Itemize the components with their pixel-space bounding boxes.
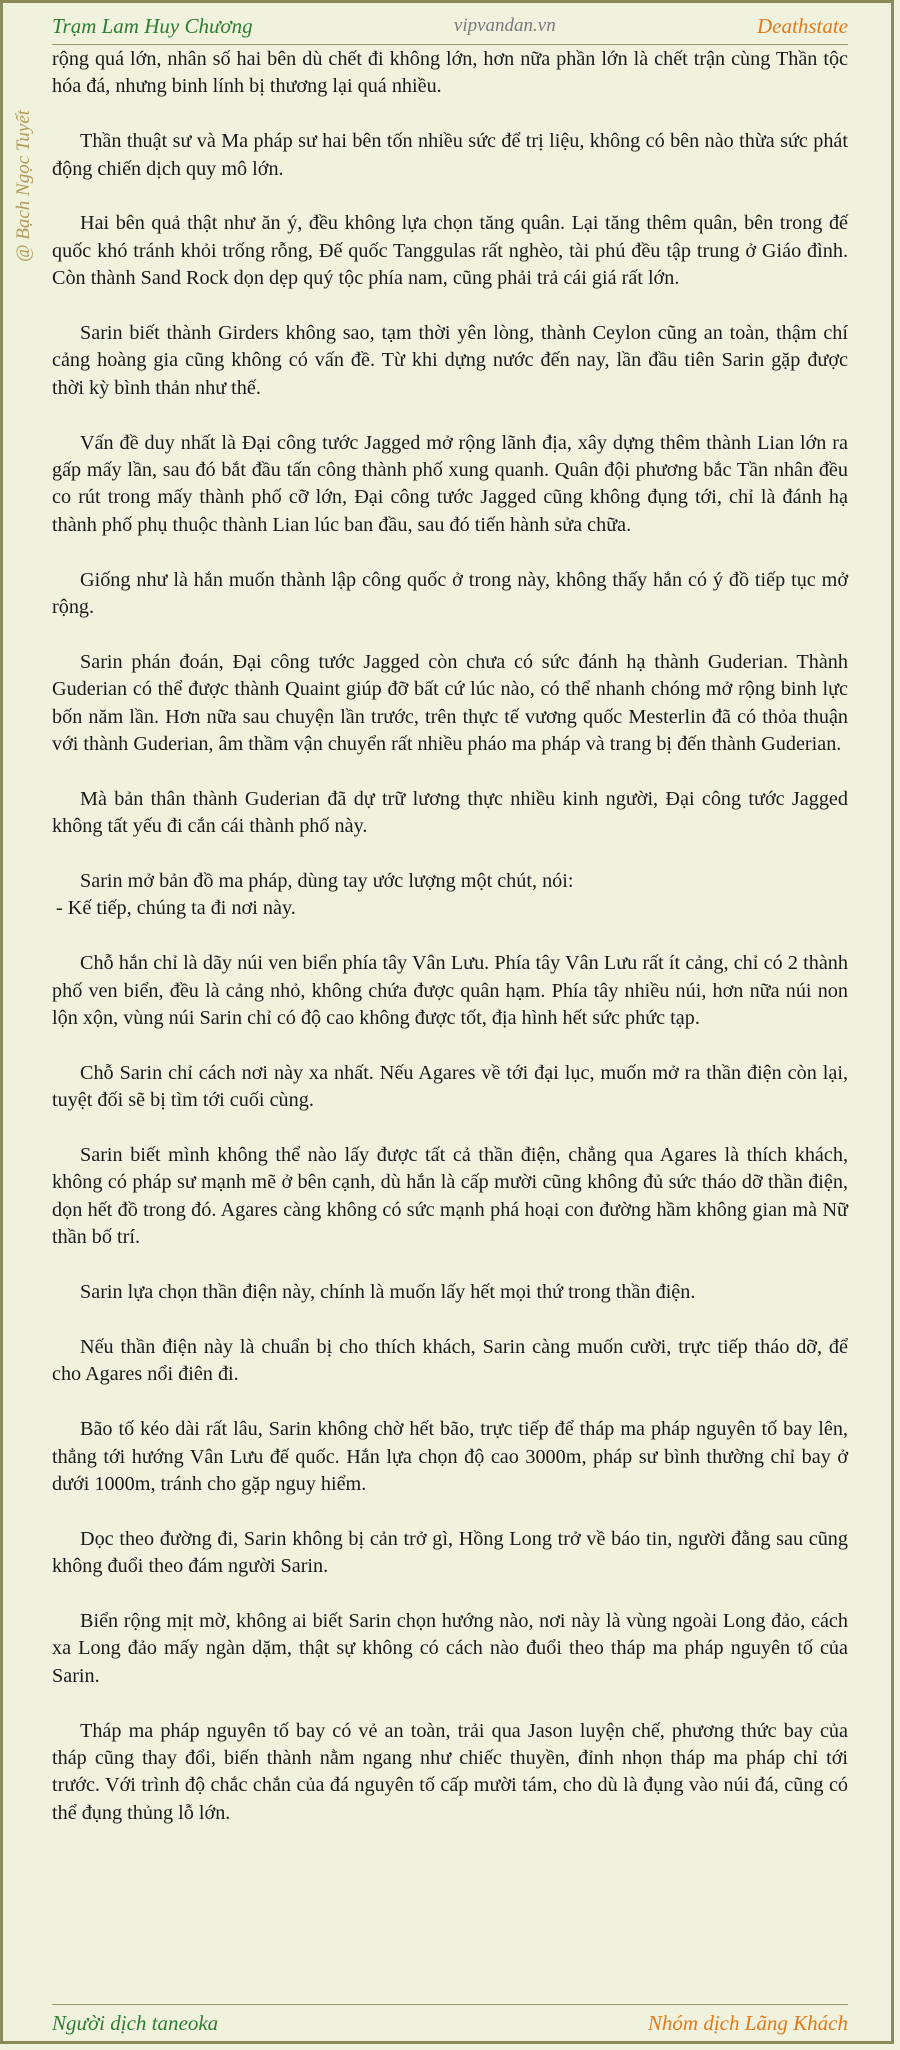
header-url: vipvandan.vn [453,15,556,36]
paragraph: Mà bản thân thành Guderian đã dự trữ lương thực nhiều kinh người, Đại công tước Jagged không tất yếu đi cắn cái thành phố này. [52,787,848,838]
paragraph: Biển rộng mịt mờ, không ai biết Sarin chọn hướng nào, nơi này là vùng ngoài Long đảo, cách xa Long đảo mấy ngàn dặm, thật sự không có cách nào đuổi theo tháp ma pháp nguyên tố của Sarin. [52,1609,848,1687]
page-header [52,8,848,45]
page-footer [52,2004,848,2041]
paragraph: Chỗ Sarin chỉ cách nơi này xa nhất. Nếu Agares về tới đại lục, muốn mở ra thần điện còn lại, tuyệt đối sẽ bị tìm tới cuối cùng. [52,1061,848,1112]
paragraph: Sarin biết thành Girders không sao, tạm thời yên lòng, thành Ceylon cũng an toàn, thậm chí cảng hoàng gia cũng không có vấn đề. Từ khi dựng nước đến nay, lần đầu tiên Sarin gặp được thời kỳ bình thản như thế. [52,322,848,399]
footer-translator: Người dịch taneoka [52,2010,219,2035]
paragraph: rộng quá lớn, nhân số hai bên dù chết đi không lớn, hơn nữa phần lớn là chết trận cùng Thần tộc hóa đá, nhưng binh lính bị thương lại quá nhiều. [52,48,848,98]
footer-group: Nhóm dịch Lãng Khách [647,2010,848,2035]
paragraph: Sarin mở bản đồ ma pháp, dùng tay ước lượng một chút, nói: [80,870,574,893]
paragraph: Vấn đề duy nhất là Đại công tước Jagged mở rộng lãnh địa, xây dựng thêm thành Lian lớn ra gấp mấy lần, sau đó bắt đầu tấn công thành phố xung quanh. Quân đội phương bắc Tần nhân đều co rút trong mấy thành phố cỡ lớn, Đại công tước Jagged cũng không đụng tới, chỉ là đánh hạ thành phố phụ thuộc thành Lian lúc ban đầu, sau đó tiến hành sửa chữa. [52,431,848,536]
paragraph: Sarin phán đoán, Đại công tước Jagged còn chưa có sức đánh hạ thành Guderian. Thành Guderian có thể được thành Quaint giúp đỡ bất cứ lúc nào, có thể nhanh chóng mở rộng binh lực bốn năm lần. Hơn nữa sau chuyện lần trước, trên thực tế vương quốc Mesterlin đã có thỏa thuận với thành Guderian, âm thầm vận chuyển rất nhiều pháo ma pháp và trang bị đến thành Guderian. [52,650,848,756]
paragraph: Nếu thần điện này là chuẩn bị cho thích khách, Sarin càng muốn cười, trực tiếp tháo dỡ, để cho Agares nổi điên đi. [52,1335,848,1386]
paragraph: Hai bên quả thật như ăn ý, đều không lựa chọn tăng quân. Lại tăng thêm quân, bên trong đế quốc khó tránh khỏi trống rỗng, Đế quốc Tanggulas rất nghèo, tài phú đều tập trung ở Giáo đình. Còn thành Sand Rock dọn dẹp quý tộc phía nam, cũng phải trả cái giá rất lớn. [52,212,848,290]
paragraph: Sarin biết mình không thể nào lấy được tất cả thần điện, chẳng qua Agares là thích khách, không có pháp sư mạnh mẽ ở bên cạnh, dù hắn là cấp mười cũng không đủ sức tháo dỡ thần điện, dọn hết đồ trong đó. Agares càng không có sức mạnh phá hoại con đường hầm không gian mà Nữ thần bố trí. [52,1144,848,1249]
header-book-title: Deathstate [757,13,848,38]
paragraph: Thần thuật sư và Ma pháp sư hai bên tốn nhiều sức để trị liệu, không có bên nào thừa sức phát động chiến dịch quy mô lớn. [52,130,848,180]
paragraph: Chỗ hắn chỉ là dãy núi ven biển phía tây Vân Lưu. Phía tây Vân Lưu rất ít cảng, chỉ có 2 thành phố ven biển, đều là cảng nhỏ, không chứa được quân hạm. Phía tây nhiều núi, hơn nữa núi non lộn xộn, vùng núi Sarin chỉ có độ cao không được tốt, địa hình hết sức phức tạp. [52,952,848,1030]
paragraph: Bão tố kéo dài rất lâu, Sarin không chờ hết bão, trực tiếp để tháp ma pháp nguyên tố bay lên, thẳng tới hướng Vân Lưu đế quốc. Hắn lựa chọn độ cao 3000m, pháp sư bình thường chỉ bay ở dưới 1000m, tránh cho gặp nguy hiểm. [52,1418,848,1495]
paragraph: Giống như là hắn muốn thành lập công quốc ở trong này, không thấy hắn có ý đồ tiếp tục mở rộng. [52,568,848,619]
page-content [52,46,848,1855]
side-watermark-label: @ Bạch Ngọc Tuyết [13,109,34,262]
paragraph: Dọc theo đường đi, Sarin không bị cản trở gì, Hồng Long trở về báo tin, người đằng sau cũng không đuổi theo đám người Sarin. [52,1527,848,1578]
paragraph: Sarin lựa chọn thần điện này, chính là muốn lấy hết mọi thứ trong thần điện. [80,1281,696,1304]
header-site-name: Trạm Lam Huy Chương [52,13,253,38]
dialogue-line: - Kế tiếp, chúng ta đi nơi này. [56,897,296,920]
paragraph: Tháp ma pháp nguyên tố bay có vẻ an toàn, trải qua Jason luyện chế, phương thức bay của tháp cũng thay đổi, biến thành nằm ngang như chiếc thuyền, đỉnh nhọn tháp ma pháp chỉ tới trước. Với trình độ chắc chắn của đá nguyên tố cấp mười tám, cho dù là đụng vào núi đá, cũng có thể đụng thủng lỗ lớn. [52,1719,848,1824]
